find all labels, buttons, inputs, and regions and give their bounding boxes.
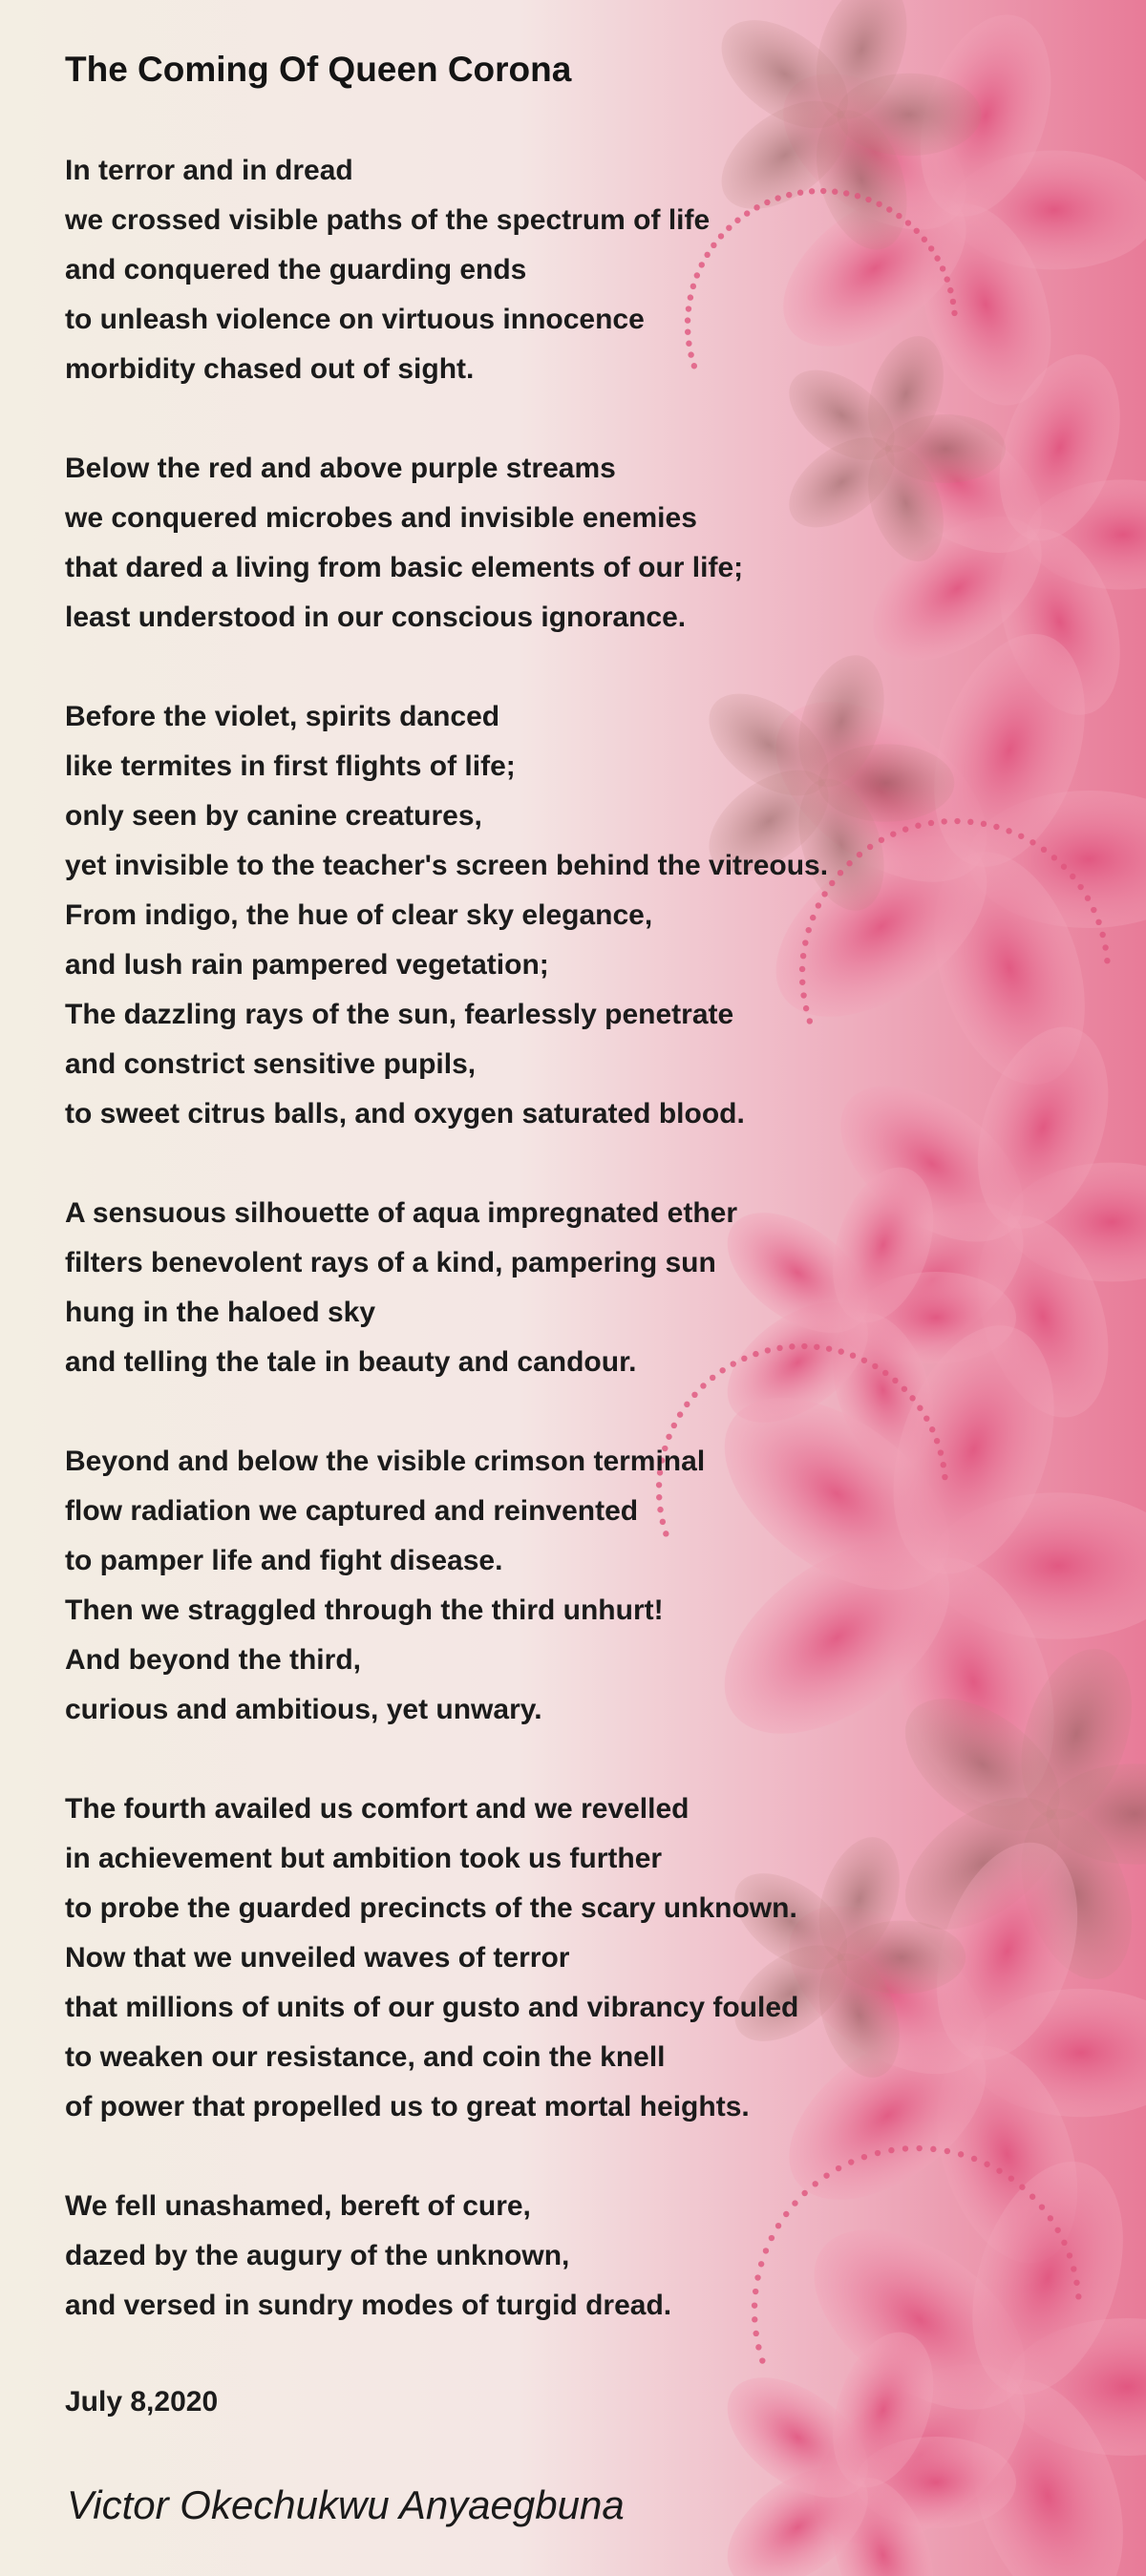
- decor-dot: [711, 243, 716, 248]
- decor-dot: [838, 870, 843, 876]
- decor-dot: [922, 237, 927, 243]
- decor-dot: [876, 201, 881, 207]
- decor-dot: [1095, 919, 1101, 925]
- decor-dot: [775, 195, 780, 201]
- decor-dot: [792, 2200, 797, 2206]
- decor-dot: [686, 341, 691, 347]
- decor-dot: [807, 1018, 813, 1024]
- decor-dot: [753, 204, 759, 210]
- decor-dot: [916, 2145, 922, 2151]
- decor-dot: [754, 2274, 760, 2280]
- poem-line: and constrict sensitive pupils,: [65, 1048, 477, 1080]
- decor-dot: [1051, 855, 1057, 860]
- poem-line: Then we straggled through the third unhurt!: [65, 1594, 664, 1626]
- decor-dot: [930, 2146, 936, 2152]
- poem-date: July 8,2020: [65, 2386, 219, 2418]
- poem-line: flow radiation we captured and reinvented: [65, 1495, 639, 1527]
- decor-dot: [857, 852, 862, 857]
- decor-dot: [763, 2248, 769, 2253]
- decor-dot: [686, 306, 691, 311]
- decor-dot: [923, 1415, 929, 1421]
- decor-dot: [981, 821, 987, 827]
- decor-dot: [691, 363, 697, 369]
- decor-dot: [1091, 907, 1096, 913]
- decor-dot: [950, 299, 956, 305]
- decor-dot: [809, 188, 815, 194]
- decor-dot: [1104, 958, 1110, 963]
- poem-line: to probe the guarded precincts of the scary unknown.: [65, 1892, 797, 1924]
- decor-dot: [867, 844, 873, 850]
- poem-line: Before the violet, spirits danced: [65, 701, 500, 732]
- decor-dot: [803, 1005, 809, 1011]
- decor-dot: [690, 284, 696, 289]
- decor-dot: [909, 1395, 915, 1401]
- decor-dot: [726, 225, 732, 231]
- decor-dot: [846, 860, 852, 866]
- decor-dot: [941, 1462, 946, 1467]
- decor-dot: [826, 1345, 832, 1351]
- decor-dot: [657, 1507, 663, 1512]
- decor-dot: [820, 188, 826, 194]
- poem-line: like termites in first flights of life;: [65, 750, 516, 782]
- poem-line: morbidity chased out of sight.: [65, 353, 475, 385]
- poem-line: that millions of units of our gusto and vibrancy fouled: [65, 1992, 799, 2023]
- poem-line: The fourth availed us comfort and we revelled: [65, 1793, 690, 1825]
- decor-dot: [789, 1343, 795, 1349]
- poem-line: And beyond the third,: [65, 1644, 361, 1676]
- decor-dot: [677, 1411, 683, 1417]
- decor-dot: [1048, 2215, 1053, 2221]
- decor-dot: [699, 262, 705, 267]
- decor-dot: [928, 820, 934, 826]
- decor-dot: [902, 826, 908, 832]
- decor-dot: [765, 1347, 771, 1353]
- decor-dot: [888, 2147, 894, 2153]
- decor-dot: [838, 1348, 844, 1354]
- poem-line: to sweet citrus balls, and oxygen saturated blood.: [65, 1098, 745, 1130]
- decor-dot: [800, 953, 806, 959]
- decor-dot: [905, 220, 911, 225]
- decor-dot: [947, 287, 953, 293]
- decor-dot: [882, 1370, 888, 1376]
- decor-dot: [917, 1405, 923, 1411]
- decor-dot: [832, 189, 838, 195]
- poem-line: that dared a living from basic elements of our life;: [65, 552, 744, 583]
- decor-dot: [971, 2156, 977, 2162]
- decor-dot: [1099, 932, 1105, 938]
- decor-dot: [1075, 2293, 1081, 2299]
- decor-dot: [942, 1474, 947, 1480]
- decor-dot: [850, 1352, 856, 1358]
- decor-dot: [861, 1358, 867, 1363]
- decor-dot: [806, 927, 812, 933]
- decor-dot: [813, 2181, 818, 2186]
- poem-line: A sensuous silhouette of aqua impregnated ether: [65, 1197, 738, 1229]
- poem-line: dazed by the augury of the unknown,: [65, 2240, 570, 2271]
- decor-dot: [783, 2211, 789, 2217]
- decor-dot: [786, 192, 792, 198]
- poem-line: Below the red and above purple streams: [65, 453, 616, 484]
- decor-dot: [951, 310, 957, 316]
- decor-dot: [688, 351, 693, 357]
- decor-dot: [694, 272, 700, 278]
- poem-line: of power that propelled us to great mortal heights.: [65, 2091, 750, 2122]
- decor-dot: [710, 1375, 715, 1381]
- decor-dot: [848, 2159, 854, 2164]
- decor-dot: [688, 294, 693, 300]
- decor-dot: [843, 190, 849, 196]
- poem-line: Now that we unveiled waves of terror: [65, 1942, 570, 1974]
- decor-dot: [993, 824, 999, 830]
- decor-dot: [753, 1351, 758, 1357]
- decor-dot: [685, 328, 690, 334]
- decor-dot: [902, 2145, 908, 2151]
- decor-dot: [700, 1383, 706, 1388]
- decor-dot: [855, 193, 860, 199]
- decor-dot: [1039, 2204, 1045, 2209]
- decor-dot: [872, 1363, 878, 1369]
- decor-dot: [1071, 2266, 1076, 2271]
- poem-line: and telling the tale in beauty and candour.: [65, 1346, 637, 1378]
- decor-dot: [1008, 2175, 1014, 2181]
- decor-dot: [684, 1402, 690, 1407]
- decor-dot: [934, 1438, 940, 1444]
- decor-dot: [752, 2316, 757, 2322]
- decor-dot: [656, 1494, 662, 1500]
- poem-line: we conquered microbes and invisible enemies: [65, 502, 697, 534]
- decor-dot: [753, 2331, 758, 2336]
- decor-dot: [776, 1345, 782, 1351]
- decor-dot: [758, 2261, 764, 2267]
- decor-dot: [799, 966, 805, 972]
- decor-dot: [861, 2154, 867, 2160]
- decor-dot: [810, 915, 816, 920]
- decor-dot: [829, 880, 835, 886]
- decor-dot: [1073, 2280, 1079, 2286]
- decor-dot: [800, 992, 806, 998]
- decor-dot: [753, 2289, 758, 2294]
- poem-line: least understood in our conscious ignorance.: [65, 602, 687, 633]
- decor-dot: [764, 200, 770, 205]
- poem-line: to pamper life and fight disease.: [65, 1545, 503, 1576]
- decor-dot: [775, 2223, 781, 2228]
- decor-dot: [836, 2165, 841, 2171]
- decor-dot: [944, 2148, 950, 2154]
- poem-line: in achievement but ambition took us further: [65, 1843, 663, 1874]
- decor-dot: [802, 940, 808, 945]
- decor-dot: [944, 276, 950, 282]
- poem-author: Victor Okechukwu Anyaegbuna: [67, 2482, 625, 2527]
- poem-title: The Coming Of Queen Corona: [65, 50, 572, 89]
- decor-dot: [663, 1531, 668, 1536]
- decor-dot: [879, 837, 884, 843]
- decor-dot: [801, 1343, 807, 1349]
- decor-dot: [1102, 944, 1108, 950]
- poem-line: and versed in sundry modes of turgid dread.: [65, 2290, 672, 2321]
- poem-line: to unleash violence on virtuous innocence: [65, 304, 645, 335]
- decor-dot: [671, 1423, 677, 1428]
- decor-dot: [799, 980, 805, 985]
- decor-dot: [934, 255, 940, 261]
- decor-dot: [821, 891, 827, 897]
- poem-line: curious and ambitious, yet unwary.: [65, 1694, 542, 1725]
- poem-line: to weaken our resistance, and coin the knell: [65, 2041, 666, 2073]
- decor-dot: [940, 265, 945, 271]
- poem-line: We fell unashamed, bereft of cure,: [65, 2190, 531, 2222]
- decor-dot: [823, 2172, 829, 2178]
- decor-dot: [691, 1392, 697, 1398]
- decor-dot: [1054, 2228, 1060, 2233]
- decor-dot: [741, 1356, 747, 1362]
- decor-dot: [1018, 834, 1024, 839]
- decor-dot: [734, 218, 740, 223]
- decor-dot: [816, 902, 821, 908]
- decor-dot: [896, 213, 902, 219]
- decor-dot: [660, 1519, 666, 1525]
- decor-dot: [914, 228, 920, 234]
- decor-dot: [752, 2302, 757, 2308]
- decor-dot: [865, 197, 871, 202]
- decor-dot: [938, 1449, 944, 1455]
- decor-dot: [967, 819, 973, 825]
- poem-line: filters benevolent rays of a kind, pampering sun: [65, 1247, 716, 1278]
- decor-dot: [902, 1386, 907, 1392]
- decor-dot: [890, 831, 896, 836]
- decor-dot: [958, 2151, 964, 2157]
- decor-dot: [1067, 2252, 1072, 2258]
- decor-dot: [929, 1426, 935, 1432]
- decor-dot: [666, 1434, 671, 1440]
- poem-line: The dazzling rays of the sun, fearlessly penetrate: [65, 999, 734, 1030]
- decor-dot: [769, 2235, 775, 2241]
- poem-line: Beyond and below the visible crimson terminal: [65, 1446, 706, 1477]
- decor-dot: [685, 317, 690, 323]
- decor-dot: [875, 2150, 881, 2156]
- poem-line: yet invisible to the teacher's screen behind the vitreous.: [65, 850, 829, 881]
- decor-dot: [704, 252, 710, 258]
- decor-dot: [928, 245, 934, 251]
- decor-dot: [755, 2344, 761, 2350]
- decor-dot: [797, 190, 803, 196]
- decor-dot: [731, 1361, 736, 1366]
- decor-dot: [1006, 828, 1011, 834]
- decor-dot: [1019, 2185, 1025, 2190]
- decor-dot: [915, 823, 921, 829]
- poem-line: and conquered the guarding ends: [65, 254, 527, 285]
- decor-dot: [1077, 884, 1083, 890]
- decor-dot: [759, 2357, 765, 2363]
- decor-dot: [656, 1482, 662, 1488]
- decor-dot: [744, 210, 750, 216]
- decor-dot: [814, 1344, 819, 1350]
- poem-line: we crossed visible paths of the spectrum of life: [65, 204, 711, 236]
- decor-dot: [996, 2167, 1002, 2173]
- decor-dot: [984, 2162, 989, 2167]
- decor-dot: [801, 2190, 807, 2196]
- decor-dot: [1041, 847, 1047, 853]
- poem-line: hung in the haloed sky: [65, 1297, 376, 1328]
- decor-dot: [719, 1367, 725, 1373]
- decor-dot: [1061, 2240, 1067, 2246]
- decor-dot: [1029, 839, 1035, 845]
- decor-dot: [954, 818, 960, 824]
- decor-dot: [1029, 2194, 1035, 2200]
- decor-dot: [886, 206, 892, 212]
- decor-dot: [1085, 896, 1091, 901]
- poem-line: only seen by canine creatures,: [65, 800, 482, 832]
- decor-dot: [1070, 874, 1075, 879]
- decor-dot: [1061, 864, 1067, 870]
- poem-line: From indigo, the hue of clear sky elegance,: [65, 899, 653, 931]
- decor-dot: [892, 1378, 898, 1383]
- poem-line: In terror and in dread: [65, 155, 353, 186]
- poem-line: and lush rain pampered vegetation;: [65, 949, 549, 981]
- decor-dot: [718, 233, 724, 239]
- decor-dot: [941, 818, 946, 824]
